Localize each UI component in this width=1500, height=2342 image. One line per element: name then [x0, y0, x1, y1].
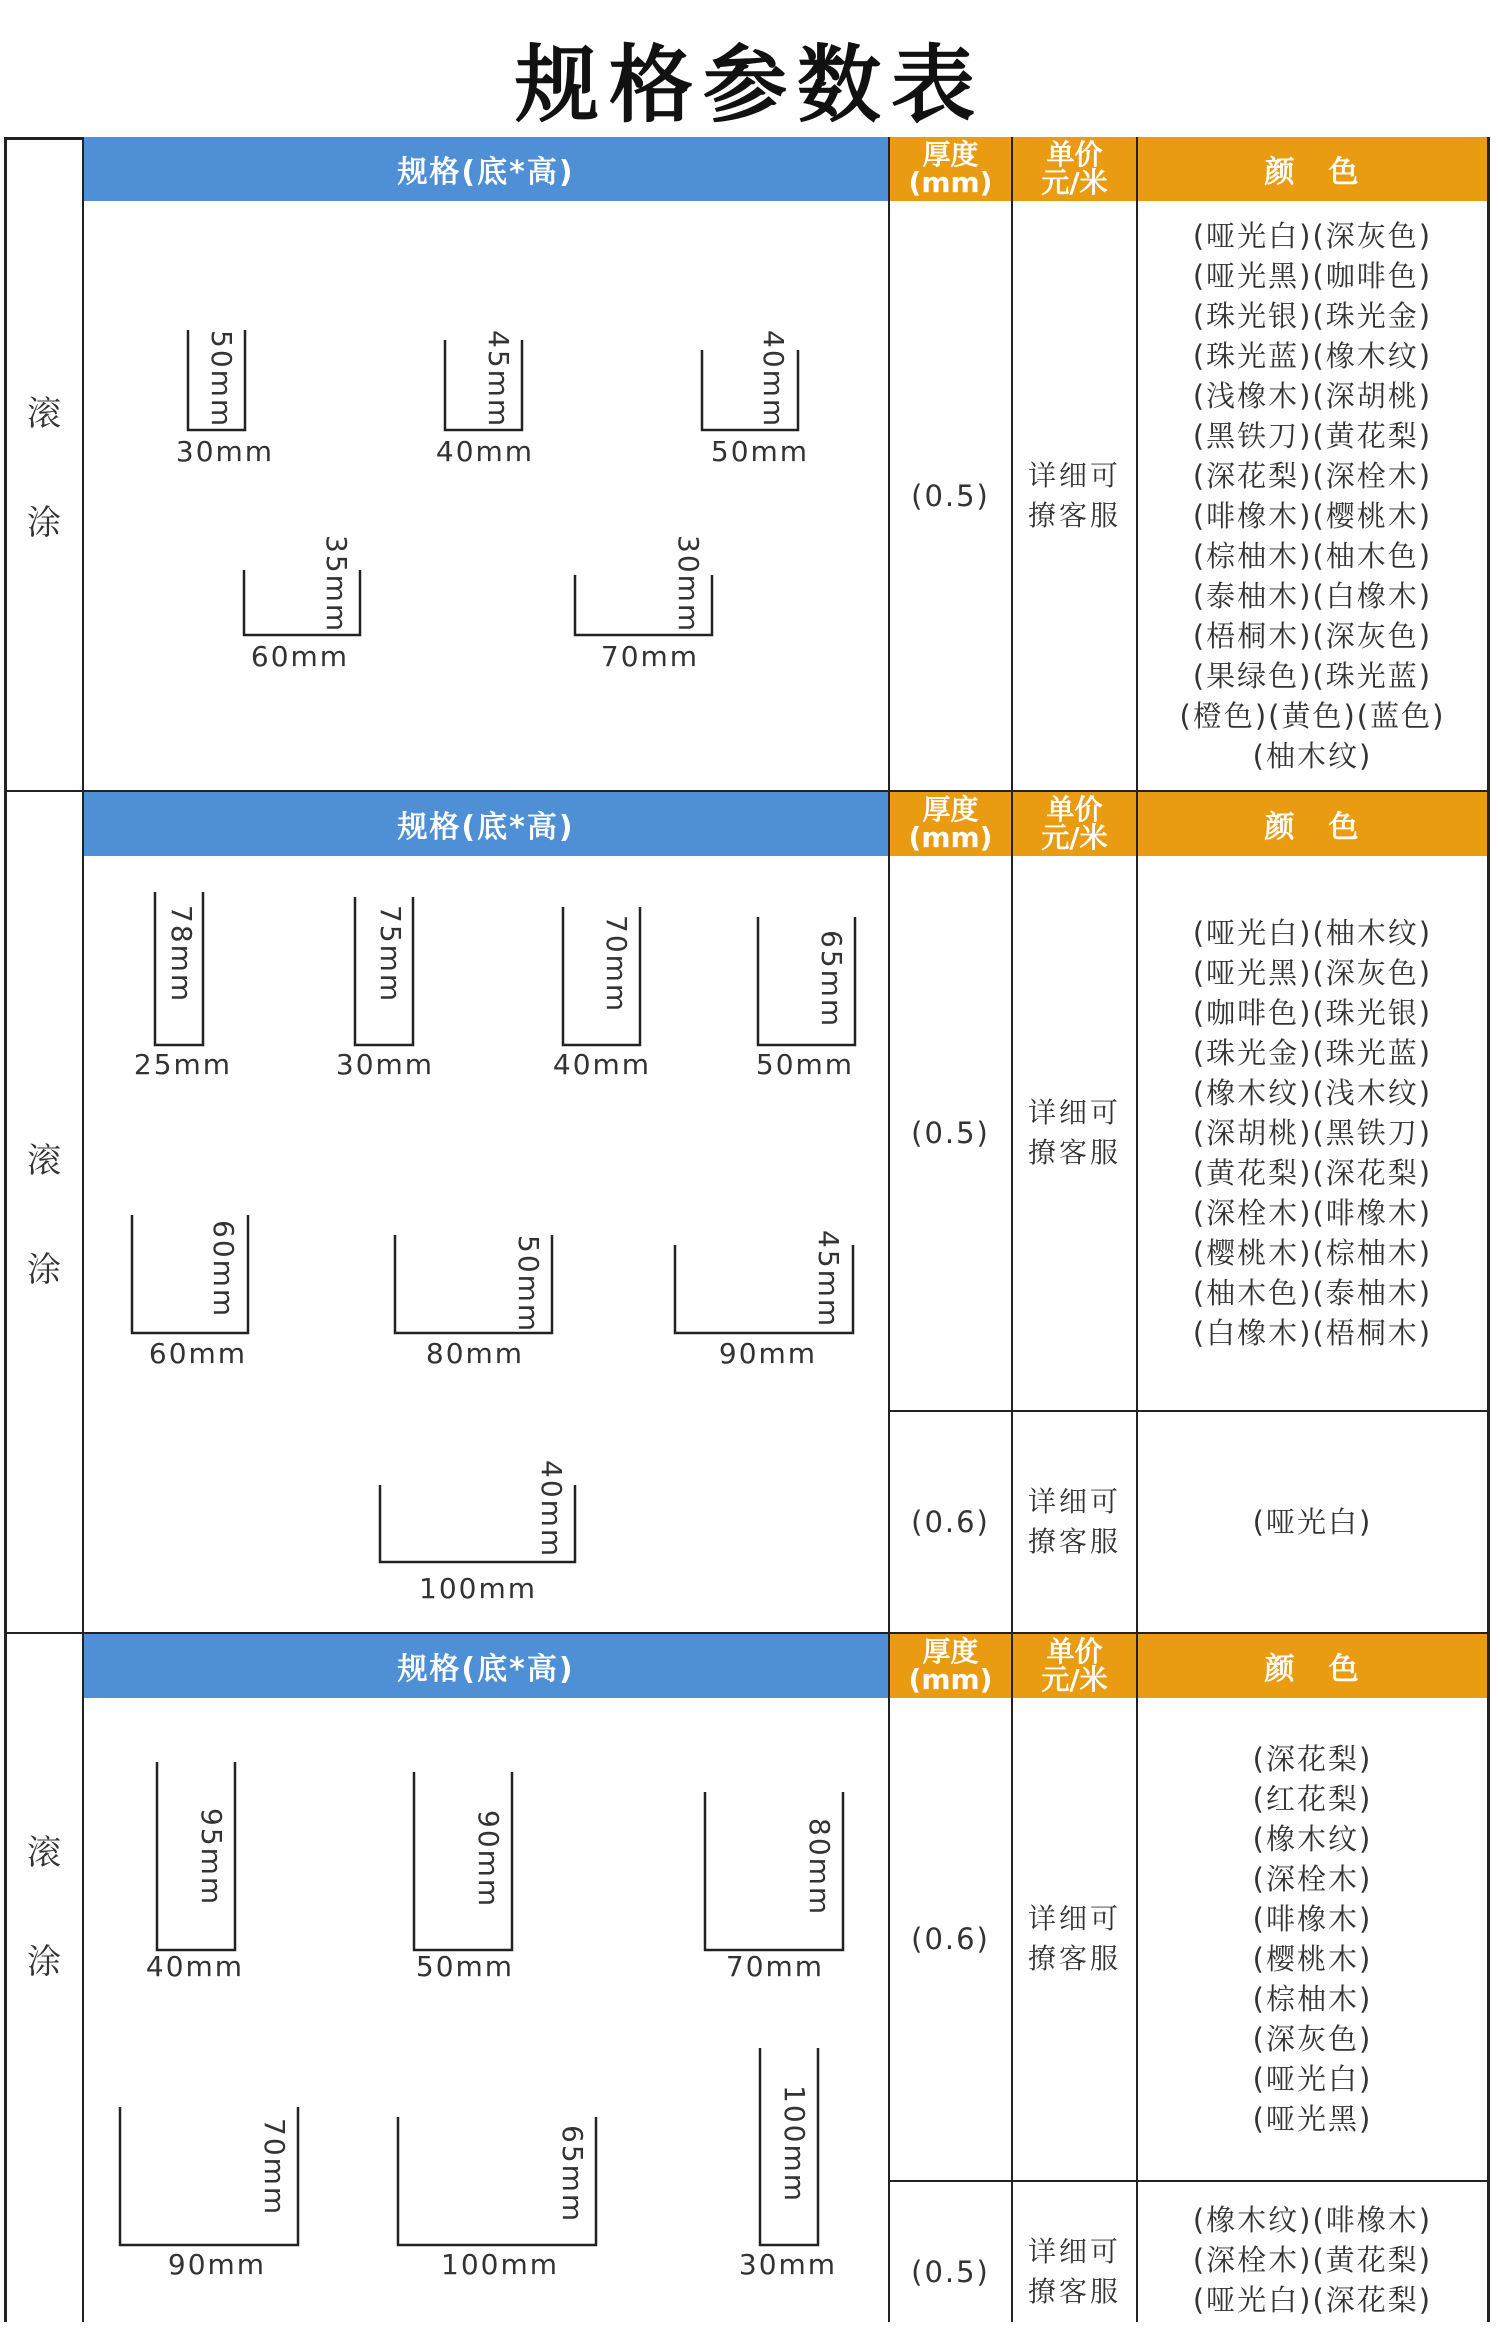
width-label: 30mm [738, 2248, 838, 2281]
height-label: 50mm [512, 1235, 545, 1334]
width-label: 60mm [250, 640, 350, 673]
height-label: 35mm [320, 535, 353, 634]
width-label: 30mm [335, 1048, 435, 1081]
width-label: 80mm [425, 1337, 525, 1370]
width-label: 70mm [600, 640, 700, 673]
width-label: 50mm [415, 1950, 515, 1983]
price-value: 详细可 撩客服 [1027, 1096, 1121, 1169]
height-label: 40mm [535, 1460, 568, 1559]
header-price: 单价 元/米 [1013, 792, 1136, 856]
color-list: (深花梨) (红花梨) (橡木纹) (深栓木) (啡橡木) (樱桃木) (棕柚木) (深灰色) (哑光白) (哑光黑) [1252, 1742, 1373, 2136]
header-color: 颜 色 [1138, 1634, 1487, 1698]
color-list: (橡木纹)(啡橡木) (深栓木)(黄花梨) (哑光白)(深花梨) [1192, 2203, 1433, 2317]
thickness-value: (0.6) [911, 1922, 990, 1956]
height-label: 90mm [472, 1810, 505, 1909]
header-price: 单价 元/米 [1013, 1634, 1136, 1698]
height-label: 45mm [482, 330, 515, 429]
price-value: 详细可 撩客服 [1027, 458, 1121, 532]
header-color: 颜 色 [1138, 792, 1487, 856]
width-label: 100mm [419, 1572, 537, 1605]
thickness-value: (0.5) [911, 1116, 990, 1150]
width-label: 40mm [435, 435, 535, 468]
height-label: 75mm [374, 905, 407, 1004]
width-label: 40mm [145, 1950, 245, 1983]
header-price: 单价 元/米 [1013, 137, 1136, 201]
header-color: 颜 色 [1138, 137, 1487, 201]
height-label: 95mm [195, 1808, 228, 1907]
width-label: 50mm [755, 1048, 855, 1081]
header-thickness: 厚度 (mm) [890, 792, 1011, 856]
width-label: 90mm [167, 2248, 267, 2281]
thickness-value: (0.6) [911, 1505, 990, 1539]
height-label: 40mm [757, 330, 790, 429]
thickness-value: (0.5) [911, 478, 990, 513]
height-label: 65mm [815, 930, 848, 1029]
color-list: (哑光白)(柚木纹) (哑光黑)(深灰色) (咖啡色)(珠光银) (珠光金)(珠光蓝) (橡木纹)(浅木纹) (深胡桃)(黑铁刀) (黄花梨)(深花梨) (深栓木)(啡橡木) (樱桃木)(棕柚木) (柚木色)(泰柚木) (白橡木)(梧桐木) [1192, 916, 1433, 1350]
price-value: 详细可 撩客服 [1027, 1902, 1121, 1975]
height-label: 50mm [205, 330, 238, 429]
price-value: 详细可 撩客服 [1027, 2235, 1121, 2308]
side-label: 滚 涂 [27, 1833, 61, 1982]
page-title: 规格参数表 [514, 36, 985, 134]
height-label: 70mm [258, 2118, 291, 2217]
height-label: 45mm [812, 1230, 845, 1329]
color-list: (哑光白)(深灰色) (哑光黑)(咖啡色) (珠光银)(珠光金) (珠光蓝)(橡木纹) (浅橡木)(深胡桃) (黑铁刀)(黄花梨) (深花梨)(深栓木) (啡橡木)(樱桃木) (棕柚木)(柚木色) (泰柚木)(白橡木) (梧桐木)(深灰色) (果绿色)(珠光蓝) (橙色)(黄色)(蓝色) (柚木纹) [1179, 218, 1446, 773]
header-thickness: 厚度 (mm) [890, 137, 1011, 201]
width-label: 40mm [552, 1048, 652, 1081]
side-label: 滚 涂 [27, 394, 61, 543]
header-spec: 规格(底*高) [84, 1634, 888, 1698]
header-spec: 规格(底*高) [84, 137, 888, 201]
side-label: 滚 涂 [27, 1141, 61, 1290]
height-label: 100mm [778, 2085, 811, 2203]
width-label: 50mm [710, 435, 810, 468]
color-list: (哑光白) [1252, 1505, 1373, 1539]
width-label: 70mm [725, 1950, 825, 1983]
width-label: 25mm [133, 1048, 233, 1081]
price-value: 详细可 撩客服 [1027, 1485, 1121, 1558]
height-label: 65mm [556, 2125, 589, 2224]
header-thickness: 厚度 (mm) [890, 1634, 1011, 1698]
thickness-value: (0.5) [911, 2255, 990, 2289]
height-label: 80mm [803, 1818, 836, 1917]
height-label: 70mm [600, 915, 633, 1014]
height-label: 30mm [672, 535, 705, 634]
width-label: 60mm [148, 1337, 248, 1370]
width-label: 100mm [441, 2248, 559, 2281]
header-spec: 规格(底*高) [84, 792, 888, 856]
width-label: 90mm [718, 1337, 818, 1370]
height-label: 78mm [165, 905, 198, 1004]
height-label: 60mm [207, 1220, 240, 1319]
width-label: 30mm [175, 435, 275, 468]
